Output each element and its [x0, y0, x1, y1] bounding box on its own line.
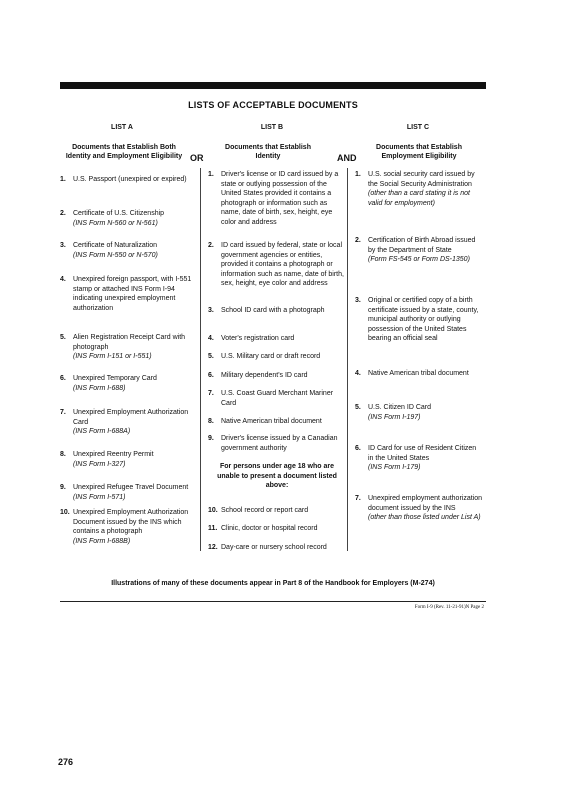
list-item: 6. Military dependent's ID card [208, 372, 308, 379]
list-c-header: LIST C [406, 124, 430, 131]
column-divider-bc [347, 168, 348, 551]
list-item: 4. Voter's registration card [208, 335, 295, 342]
list-item: 2. Certification of Birth Abroad issued by the Department of State (Form FS-545 or Form DS-1350) [355, 237, 476, 263]
and-conjunction: AND [337, 153, 357, 163]
list-item: 1. U.S. Passport (unexpired or expired) [60, 176, 187, 183]
list-item: 8. Native American tribal document [208, 418, 322, 425]
list-item: 1. U.S. social security card issued by the Social Security Administration (other than a card stating it is not valid for employment) [355, 171, 475, 207]
list-item: 3. Original or certified copy of a birth certificate issued by a state, county, municipal authority or outlying possession of the United States bearing an official seal [355, 297, 479, 342]
list-a-subheader: Documents that Establish Both Identity and Employment Eligibility [65, 144, 183, 160]
list-b-subheader: Documents that Establish Identity [225, 144, 311, 160]
list-item: 9. Unexpired Refugee Travel Document (INS Form I-571) [60, 484, 189, 501]
list-item: 12. Day-care or nursery school record [208, 544, 327, 551]
footer-note: Illustrations of many of these documents appear in Part 8 of the Handbook for Employers (M-274) [111, 580, 435, 587]
list-item: 3. Certificate of Naturalization (INS Form N-550 or N-570) [60, 242, 158, 259]
list-item: 2. Certificate of U.S. Citizenship (INS Form N-560 or N-561) [60, 210, 165, 227]
list-item: 8. Unexpired Reentry Permit (INS Form I-327) [60, 451, 154, 468]
list-item: 5. Alien Registration Receipt Card with photograph (INS Form I-151 or I-551) [60, 334, 186, 360]
list-item: 7. U.S. Coast Guard Merchant Mariner Card [208, 390, 334, 407]
form-id: Form I-9 (Rev. 11-21-91)N Page 2 [414, 605, 484, 610]
under-18-note: For persons under age 18 who are unable to present a document listed above: [217, 463, 337, 489]
list-item: 9. Driver's license issued by a Canadian government authority [208, 435, 338, 452]
list-c-subheader: Documents that Establish Employment Eligibility [376, 144, 462, 160]
list-a-header: LIST A [111, 124, 133, 131]
list-item: 4. Native American tribal document [355, 370, 469, 377]
list-item: 5. U.S. Citizen ID Card (INS Form I-197) [355, 404, 432, 421]
list-item: 1. Driver's license or ID card issued by a state or outlying possession of the United States provided it contains a photograph or information such as name, date of birth, sex, height, eye color and address [208, 171, 339, 226]
list-item: 4. Unexpired foreign passport, with I-551 stamp or attached INS Form I-94 indicating unexpired employment authorization [60, 276, 192, 312]
column-divider-ab [200, 168, 201, 551]
or-conjunction: OR [190, 153, 204, 163]
list-item: 7. Unexpired employment authorization document issued by the INS (other than those listed under List A) [355, 495, 483, 521]
bottom-rule [60, 601, 486, 602]
list-b-header: LIST B [260, 124, 284, 131]
list-item: 7. Unexpired Employment Authorization Card (INS Form I-688A) [60, 409, 189, 435]
list-item: 6. ID Card for use of Resident Citizen in the United States (INS Form I-179) [355, 445, 477, 471]
list-item: 6. Unexpired Temporary Card (INS Form I-688) [60, 375, 157, 392]
list-item: 10. Unexpired Employment Authorization Document issued by the INS which contains a photograph (INS Form I-688B) [60, 509, 189, 545]
list-item: 10. School record or report card [208, 507, 309, 514]
page-number: 276 [58, 757, 74, 767]
list-item: 11. Clinic, doctor or hospital record [208, 525, 318, 532]
page-title: LISTS OF ACCEPTABLE DOCUMENTS [188, 100, 358, 110]
top-rule [60, 82, 486, 89]
list-item: 3. School ID card with a photograph [208, 307, 325, 314]
list-item: 5. U.S. Military card or draft record [208, 353, 321, 360]
list-item: 2. ID card issued by federal, state or local government agencies or entities, provided it contains a photograph or information such as name, date of birth, sex, height, eye color and address [208, 242, 344, 287]
